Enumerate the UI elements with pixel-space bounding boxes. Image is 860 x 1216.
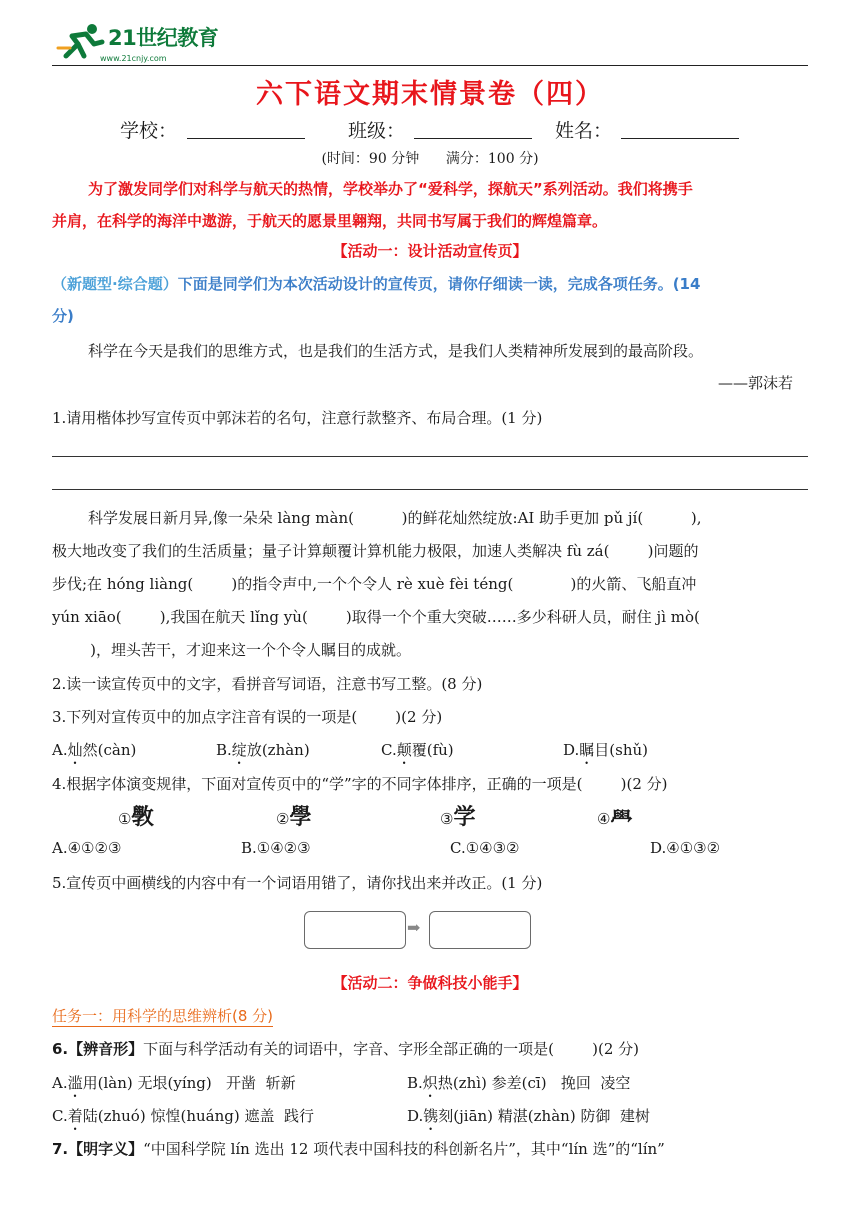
q6-option-d[interactable]: D.镌刻(jiān) 精湛(zhàn) 防御 建树 bbox=[407, 1107, 650, 1125]
passage-line-1: 科学发展日新月异,像一朵朵 làng màn( )的鲜花灿然绽放:AI 助手更加 pǔ jí( ), bbox=[88, 509, 702, 527]
q3-option-b[interactable]: B.绽放(zhàn) bbox=[216, 741, 310, 759]
task-1-heading: 任务一：用科学的思维辨析(8 分) bbox=[52, 1007, 274, 1025]
q3-option-d[interactable]: D.瞩目(shǔ) bbox=[563, 741, 649, 759]
glyph-1: ①斆 bbox=[118, 804, 154, 830]
q6-option-a[interactable]: A.滥用(làn) 无垠(yíng) 开凿 斩新 bbox=[52, 1074, 296, 1092]
wrong-word-box[interactable] bbox=[304, 911, 406, 949]
answer-line-2[interactable] bbox=[52, 489, 808, 490]
class-field[interactable] bbox=[414, 138, 532, 139]
school-field[interactable] bbox=[187, 138, 305, 139]
arrow-right-icon: ➡ bbox=[407, 918, 421, 937]
logo-url: www.21cnjy.com bbox=[100, 54, 167, 63]
q3-option-c[interactable]: C.颠覆(fù) bbox=[381, 741, 454, 759]
intro-line-2: 并肩，在科学的海洋中遨游，于航天的愿景里翱翔，共同书写属于我们的辉煌篇章。 bbox=[52, 212, 608, 230]
question-2: 2.读一读宣传页中的文字，看拼音写词语，注意书写工整。(8 分) bbox=[52, 675, 483, 693]
correct-word-box[interactable] bbox=[429, 911, 531, 949]
name-field[interactable] bbox=[621, 138, 739, 139]
passage-line-2: 极大地改变了我们的生活质量；量子计算颠覆计算机能力极限，加速人类解决 fù zá( )问题的 bbox=[52, 542, 699, 560]
glyph-3: ③学 bbox=[440, 804, 476, 830]
prompt-tail: 分) bbox=[52, 307, 74, 325]
intro-line-1: 为了激发同学们对科学与航天的热情，学校举办了“爱科学，探航天”系列活动。我们将携手 bbox=[88, 180, 693, 198]
question-5: 5.宣传页中画横线的内容中有一个词语用错了，请你找出来并改正。(1 分) bbox=[52, 874, 543, 892]
q4-option-a[interactable]: A.④①②③ bbox=[52, 839, 122, 857]
question-3: 3.下列对宣传页中的加点字注音有误的一项是( )(2 分) bbox=[52, 708, 443, 726]
activity-1-heading: 【活动一：设计活动宣传页】 bbox=[332, 242, 528, 260]
name-label: 姓名： bbox=[555, 120, 613, 142]
passage-line-4: yún xiāo( ),我国在航天 lǐng yù( )取得一个个重大突破……多少科研人员，耐住 jì mò( bbox=[52, 608, 700, 626]
exam-meta: (时间：90 分钟 满分：100 分) bbox=[321, 151, 539, 167]
guo-moruo-quote: 科学在今天是我们的思维方式，也是我们的生活方式，是我们人类精神所发展到的最高阶段。 bbox=[88, 342, 704, 360]
q6-option-b[interactable]: B.炽热(zhì) 参差(cī) 挽回 凌空 bbox=[407, 1074, 631, 1092]
answer-line-1[interactable] bbox=[52, 456, 808, 457]
q3-option-a[interactable]: A.灿然(càn) bbox=[52, 741, 137, 759]
question-4: 4.根据字体演变规律，下面对宣传页中的“学”字的不同字体排序，正确的一项是( )(2 分) bbox=[52, 775, 668, 793]
question-1: 1.请用楷体抄写宣传页中郭沫若的名句，注意行款整齐、布局合理。(1 分) bbox=[52, 409, 543, 427]
glyph-2: ②學 bbox=[276, 804, 312, 830]
new-type-tag: （新题型·综合题） bbox=[52, 275, 178, 293]
passage-line-3: 步伐;在 hóng liàng( )的指令声中,一个个令人 rè xuè fèi téng( )的火箭、飞船直冲 bbox=[52, 575, 697, 593]
q6-option-c[interactable]: C.着陆(zhuó) 惊惶(huáng) 遮盖 践行 bbox=[52, 1107, 314, 1125]
page-title: 六下语文期末情景卷（四） bbox=[256, 79, 604, 110]
activity-2-heading: 【活动二：争做科技小能手】 bbox=[332, 974, 528, 992]
glyph-4: ④𦥯 bbox=[597, 804, 633, 830]
activity-1-prompt bbox=[52, 273, 700, 294]
school-label: 学校： bbox=[120, 120, 178, 142]
question-7: 7.【明字义】“中国科学院 lín 选出 12 项代表中国科技的科创新名片”，其中“lín 选”的“lín” bbox=[52, 1140, 665, 1158]
class-label: 班级： bbox=[348, 120, 406, 142]
quote-author: ——郭沫若 bbox=[718, 374, 794, 392]
q4-option-b[interactable]: B.①④②③ bbox=[241, 839, 311, 857]
passage-line-5: )，埋头苦干，才迎来这一个个令人瞩目的成就。 bbox=[52, 641, 411, 659]
header-divider bbox=[52, 65, 808, 66]
q4-option-d[interactable]: D.④①③② bbox=[650, 839, 721, 857]
logo-text: 21世纪教育 bbox=[108, 26, 219, 50]
q4-option-c[interactable]: C.①④③② bbox=[450, 839, 520, 857]
prompt-text: 下面是同学们为本次活动设计的宣传页，请你仔细读一读，完成各项任务。(14 bbox=[177, 275, 701, 293]
question-6: 6.【辨音形】下面与科学活动有关的词语中，字音、字形全部正确的一项是( )(2 分) bbox=[52, 1040, 640, 1058]
